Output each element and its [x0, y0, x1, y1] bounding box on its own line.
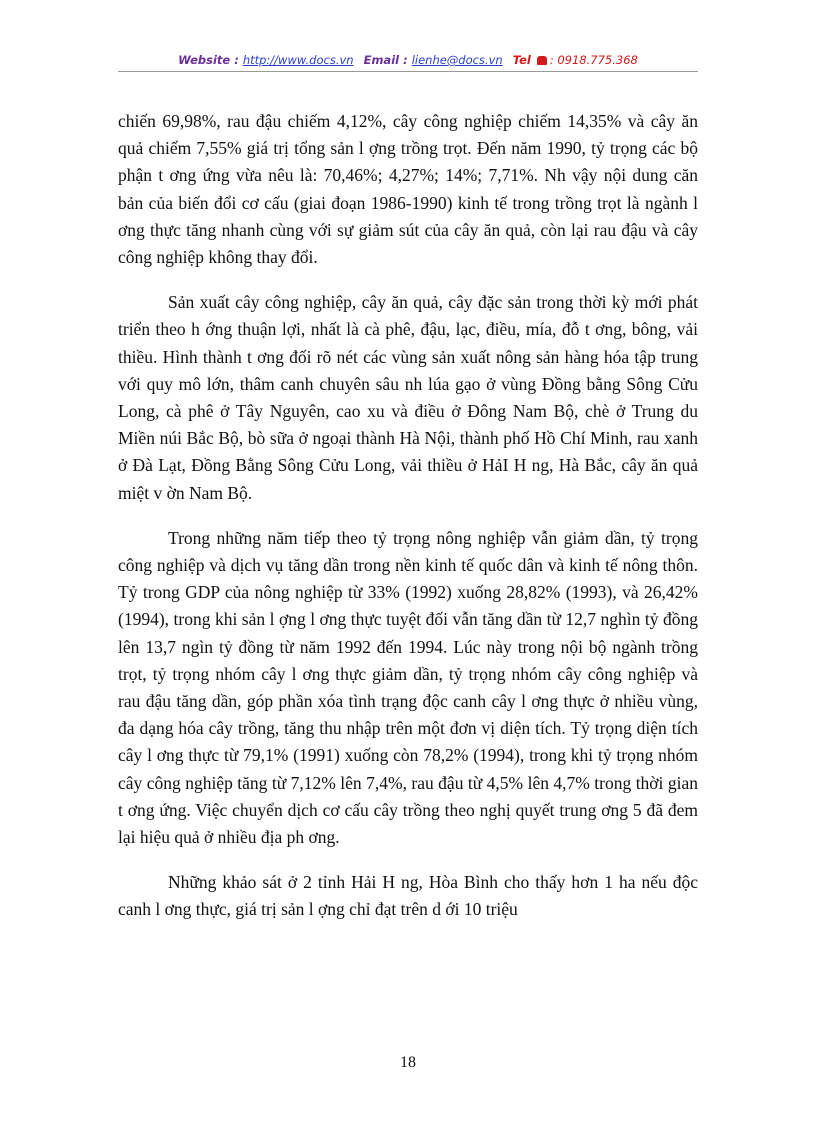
- email-link[interactable]: lienhe@docs.vn: [411, 53, 503, 67]
- phone-number: : 0918.775.368: [549, 53, 638, 67]
- document-body: [118, 108, 698, 942]
- tel-label: Tel: [512, 53, 535, 67]
- page-header: [118, 50, 698, 70]
- email-label: Email :: [363, 53, 412, 67]
- website-link[interactable]: http://www.docs.vn: [242, 53, 354, 67]
- website-label: Website :: [178, 53, 243, 67]
- paragraph-4: Những khảo sát ở 2 tỉnh Hải H ng, Hòa Bình cho thấy hơn 1 ha nếu độc canh l ơng thực, giá trị sản l ợng chỉ đạt trên d ới 10 triệu: [118, 872, 698, 920]
- paragraph-2: Sản xuất cây công nghiệp, cây ăn quả, cây đặc sản trong thời kỳ mới phát triển theo h ớng thuận lợi, nhất là cà phê, đậu, lạc, điều, mía, đỗ t ơng, bông, vải thiều. Hình thành t ơng đối rõ nét các vùng sản xuất nông sản hàng hóa tập trung với quy mô lớn, thâm canh chuyên sâu nh lúa gạo ở vùng Đồng bằng Sông Cửu Long, cà phê ở Tây Nguyên, cao xu và điều ở Đông Nam Bộ, chè ở Trung du Miền núi Bắc Bộ, bò sữa ở ngoại thành Hà Nội, thành phố Hồ Chí Minh, rau xanh ở Đà Lạt, Đồng Bằng Sông Cửu Long, vải thiều ở HảI H ng, Hà Bắc, cây ăn quả miệt v ờn Nam Bộ.: [118, 292, 698, 503]
- header-divider: [118, 71, 698, 72]
- page-number: 18: [400, 1054, 416, 1071]
- paragraph-3: Trong những năm tiếp theo tỷ trọng nông nghiệp vẫn giảm dần, tỷ trọng công nghiệp và dịch vụ tăng dần trong nền kinh tế quốc dân và kinh tế nông thôn. Tỷ trong GDP của nông nghiệp từ 33% (1992) xuống 28,82% (1993), và 26,42% (1994), trong khi sản l ợng l ơng thực tuyệt đối vẫn tăng dần từ 12,7 nghìn tỷ đồng lên 13,7 ngìn tỷ đồng từ năm 1992 đến 1994. Lúc này trong nội bộ ngành trồng trọt, tỷ trọng nhóm cây l ơng thực giảm dần, tỷ trọng nhóm cây công nghiệp và rau đậu tăng dần, góp phần xóa tình trạng độc canh cây l ơng thực ở nhiều vùng, đa dạng hóa cây trồng, tăng thu nhập trên một đơn vị diện tích. Tỷ trọng diện tích cây l ơng thực từ 79,1% (1991) xuống còn 78,2% (1994), trong khi tỷ trọng nhóm cây công nghiệp tăng từ 7,12% lên 7,4%, rau đậu từ 4,5% lên 4,7% trong thời gian t ơng ứng. Việc chuyển dịch cơ cấu cây trồng theo nghị quyết trung ơng 5 đã đem lại hiệu quả ở nhiều địa ph ơng.: [118, 527, 698, 848]
- telephone-icon: [537, 56, 547, 65]
- paragraph-1: chiến 69,98%, rau đậu chiếm 4,12%, cây công nghiệp chiếm 14,35% và cây ăn quả chiếm 7,55% giá trị tổng sản l ợng trồng trọt. Đến năm 1990, tỷ trọng các bộ phận t ơng ứng vừa nêu là: 70,46%; 4,27%; 14%; 7,71%. Nh vậy nội dung căn bản của biến đổi cơ cấu (giai đoạn 1986-1990) kinh tế trong trồng trọt là ngành l ơng thực tăng nhanh cùng với sự giảm sút của cây ăn quả, còn lại rau đậu và cây công nghiệp không thay đổi.: [118, 111, 698, 268]
